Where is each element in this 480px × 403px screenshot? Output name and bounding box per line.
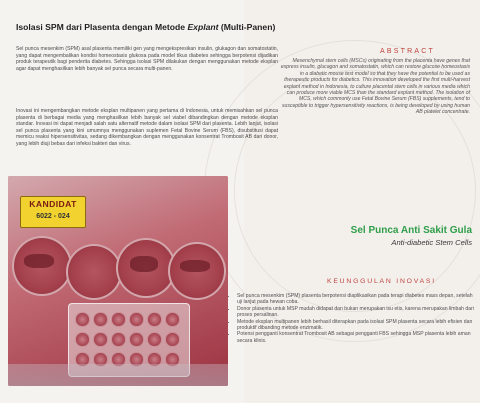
intro-paragraph: Sel punca mesenkim (SPM) asal plasenta memiliki gen yang mengekspresikan insulin, glukagon dan somatostatin, yang dapat mengembalikan kondisi homeostasis glukosa pada model tikus diabetes sehingga berpotensi dijadikan produk terapeutik bagi penderita diabetes. Sehingga isolasi SPM dilakukan dengan menggunakan metode eksplan agar dapat menghasilkan lebih banyak sel punca secara multi-panen. (16, 46, 278, 72)
tissue-sample (24, 254, 54, 268)
plate-well (75, 332, 90, 347)
petri-dish (66, 244, 122, 300)
keunggulan-heading: KEUNGGULAN INOVASI (327, 278, 436, 285)
tissue-sample (180, 260, 210, 272)
plate-well (147, 332, 162, 347)
list-item: • Sel punca mesenkim (SPM) plasenta berpotensi diaplikasikan pada terapi diabetes mass depan, setelah uji lanjut pada hewan coba. (237, 293, 477, 306)
tissue-sample (130, 256, 158, 272)
plate-well (147, 312, 162, 327)
list-item: • Metode eksplan multipanen lebih berhasil diterapkan pada isolasi SPM plasenta secara lebih efisien dan produktif dibanding metode enzimatik. (237, 319, 477, 332)
plate-well (111, 312, 126, 327)
list-item: • Donor plasenta untuk MSP mudah didapat dan bukan merupakan isu etis, karena merupakan limbah dari proses persalinan. (237, 306, 477, 319)
candidate-badge (20, 196, 86, 228)
title-main: Isolasi SPM dari Plasenta dengan Metode (16, 22, 188, 32)
plate-well (165, 312, 180, 327)
keunggulan-list (231, 293, 477, 344)
glove-area (8, 364, 228, 386)
plate-well (93, 332, 108, 347)
method-paragraph: Inovasi ini mengembangkan metode eksplan multipanen yang pertama di Indonesia, untuk memisahkan sel punca plasenta di berbagai media yang menghasilkan lebih banyak sel viabel dibandingkan dengan metode eksplan standar. Inovasi ini dapat menjadi salah satu alternatif metode dalam isolasi SPM dari plasenta. Lebih lanjut, isolasi sel punca plasenta yang kini umumnya menggunakan suplemen Fetal Bovine Serum (FBS), disubstitusi dapat memicu reaksi hipersensitivitas, sedang dikembangkan dengan menggunakan konsentrat Trombosit AB dari donor, yang lebih diuji bebas dari infeksi bakteri dan virus. (16, 108, 278, 147)
list-item: • Potensi pengganti konsentrat Trombosit AB sebagai pengganti FBS sehingga MSP plasenta lebih aman secara klinis. (237, 331, 477, 344)
lab-photo (8, 176, 228, 386)
plate-well (75, 312, 90, 327)
product-subtitle: Anti-diabetic Stem Cells (391, 238, 472, 247)
plate-well (111, 332, 126, 347)
product-name: Sel Punca Anti Sakit Gula (350, 225, 472, 236)
abstract-text: Mesenchymal stem cells (MSCs) originating from the placenta have genes that express insulin, glucagon and somatostatin, which can restore glucose homeostasis in a diabetic mouse test model so that they have the potential to be used as therapeutic products for diabetics. This innovation developed the first multi-harvest explant method in Indonesia, to culture placental stem cells in various media which can produce more viable MCS than the standard explant method. The isolation of MCS, which commonly use Fetal Bovine Serum (FBS) supplements, tend to susceptible to trigger hypersensitivity reactions, is being developed by using human AB platelet concentrate. (280, 58, 470, 116)
badge-title: KANDIDAT (29, 199, 77, 209)
plate-well (165, 332, 180, 347)
page-title (16, 22, 316, 32)
title-tail: (Multi-Panen) (218, 22, 276, 32)
abstract-heading: ABSTRACT (380, 48, 435, 55)
badge-code: 6022 - 024 (36, 213, 70, 220)
plate-well (129, 332, 144, 347)
plate-well (129, 312, 144, 327)
title-italic: Explant (187, 22, 219, 32)
plate-well (93, 312, 108, 327)
